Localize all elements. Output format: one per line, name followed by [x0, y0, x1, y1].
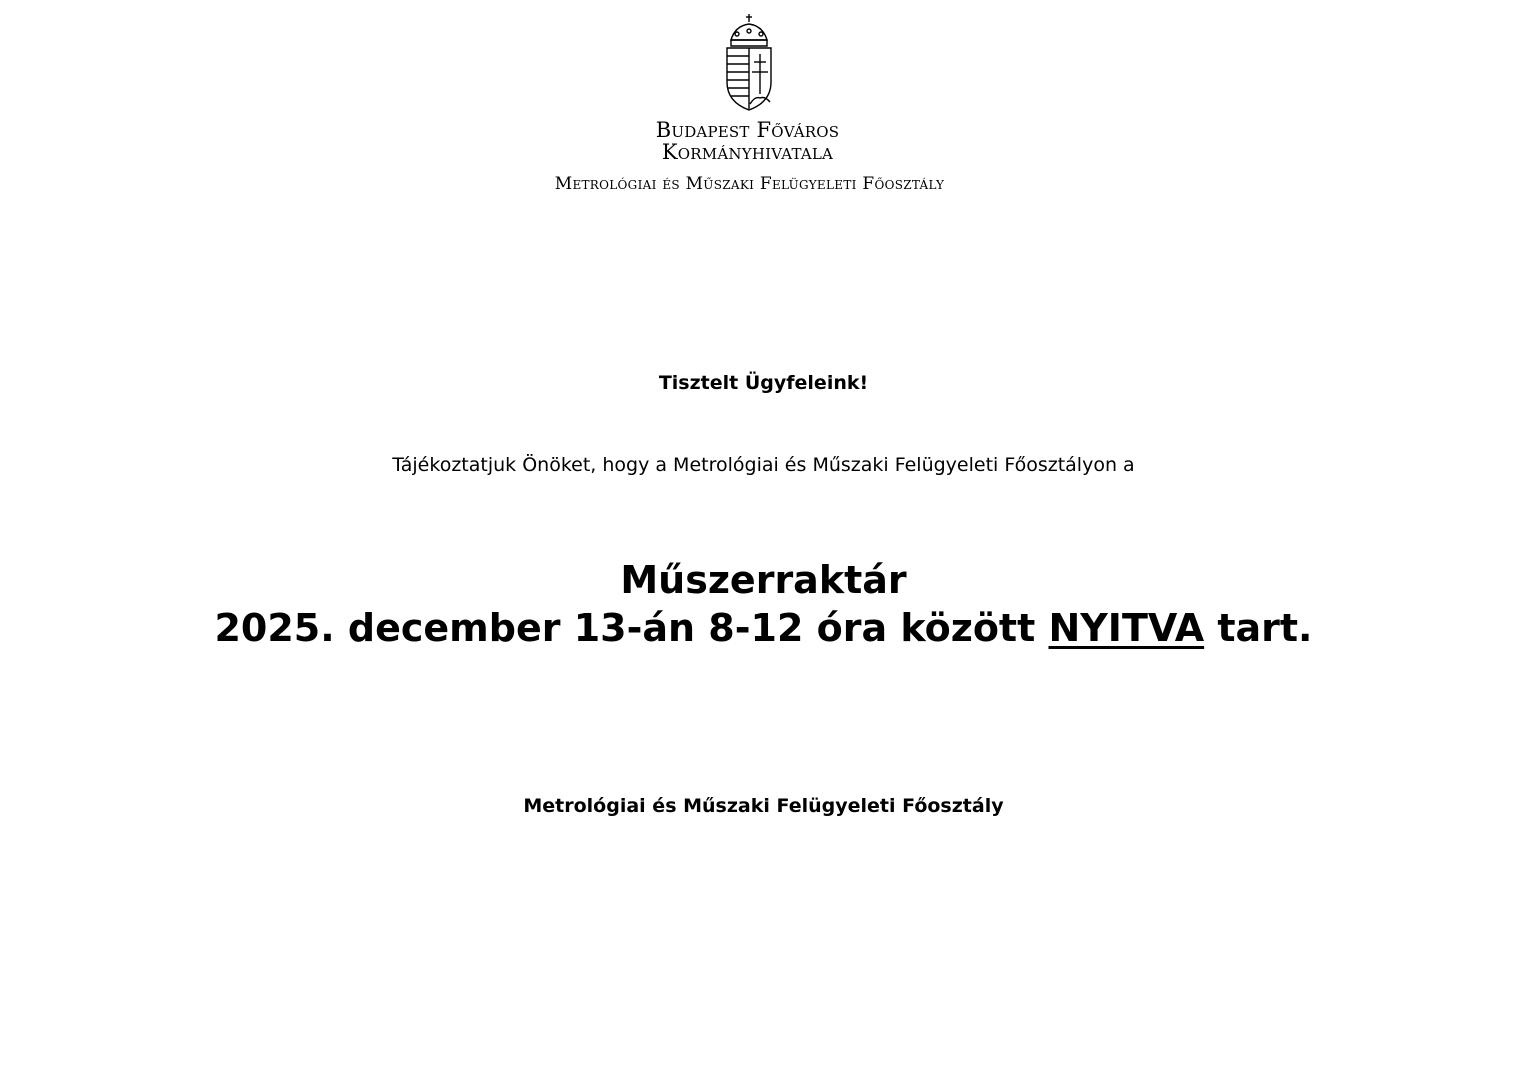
- intro-text: Tájékoztatjuk Önöket, hogy a Metrológiai és Műszaki Felügyeleti Főosztályon a: [392, 454, 1135, 476]
- department-name: Metrológiai és Műszaki Felügyeleti Főosztály: [554, 174, 945, 194]
- headline-suffix: tart.: [1204, 606, 1313, 650]
- open-emphasis: NYITVA: [1048, 606, 1205, 650]
- org-name-line-2: Kormányhivatala: [661, 140, 834, 164]
- greeting: Tisztelt Ügyfeleink!: [658, 372, 869, 394]
- signature: Metrológiai és Műszaki Felügyeleti Főosztály: [523, 795, 1004, 817]
- org-name-line-1: Budapest Főváros: [655, 118, 840, 142]
- headline-date-text: 2025. december 13-án 8-12 óra között: [214, 606, 1049, 650]
- headline-title: Műszerraktár: [620, 558, 907, 602]
- headline-opening-hours: [0, 606, 1527, 650]
- hungarian-coat-of-arms-icon: [721, 12, 777, 112]
